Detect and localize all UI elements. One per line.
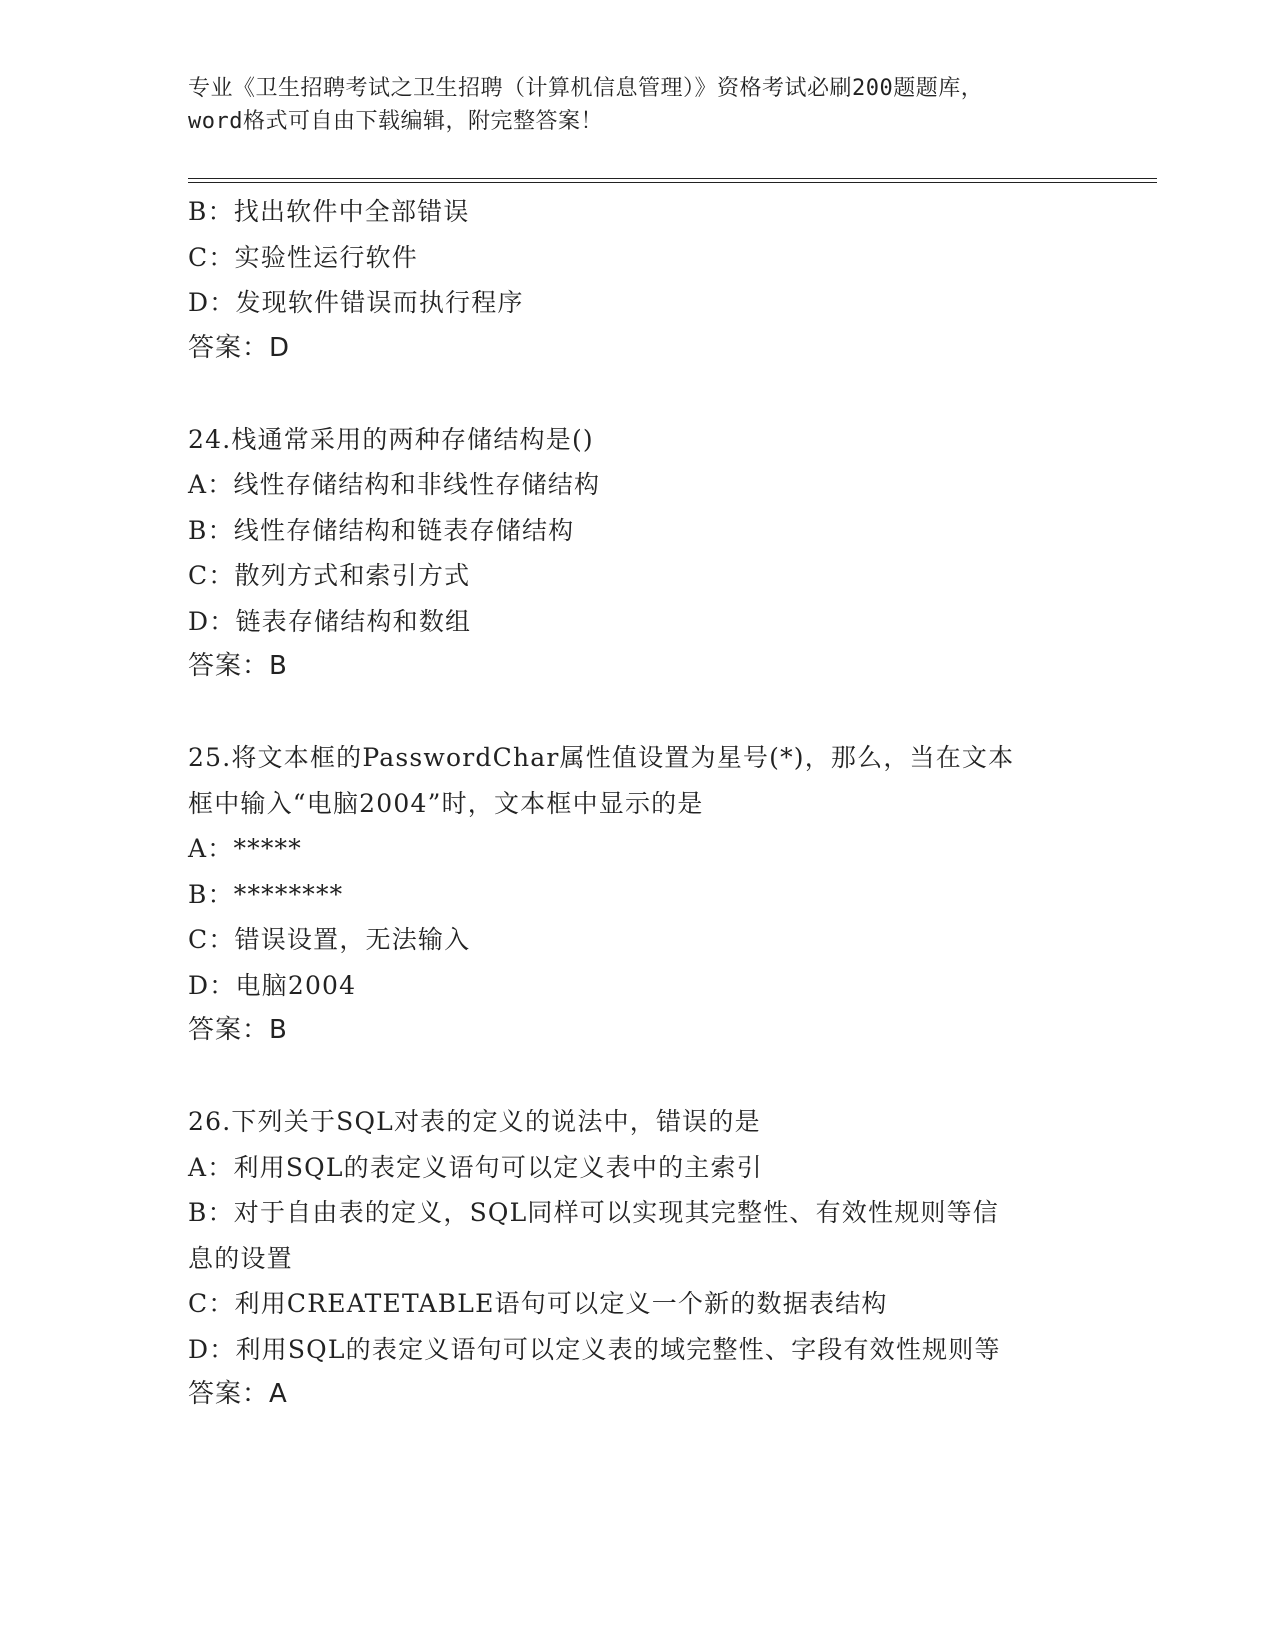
question-23-continued xyxy=(188,189,1088,371)
answer: 答案：B xyxy=(188,651,288,681)
option-c: C：利用CREATETABLE语句可以定义一个新的数据表结构 xyxy=(188,1289,888,1318)
question-24 xyxy=(188,417,1088,690)
document-header xyxy=(188,72,1088,138)
answer: 答案：B xyxy=(188,1015,288,1045)
header-rule-bottom xyxy=(188,182,1157,183)
answer: 答案：D xyxy=(188,332,291,363)
header-line-2: word格式可自由下载编辑，附完整答案！ xyxy=(188,109,603,134)
question-stem-continued: 框中输入“电脑2004”时，文本框中显示的是 xyxy=(188,788,704,818)
option-a: A：***** xyxy=(188,834,302,863)
answer: 答案：A xyxy=(188,1379,288,1409)
option-a: A：线性存储结构和非线性存储结构 xyxy=(188,470,601,499)
option-b: B：对于自由表的定义，SQL同样可以实现其完整性、有效性规则等信 xyxy=(188,1198,999,1227)
header-rule-top xyxy=(188,178,1157,179)
option-b-continued: 息的设置 xyxy=(188,1243,293,1273)
question-25 xyxy=(188,735,1088,1054)
option-d: D：发现软件错误而执行程序 xyxy=(188,288,524,317)
option-d: D：电脑2004 xyxy=(188,970,357,1000)
option-c: C：实验性运行软件 xyxy=(188,242,418,272)
question-26 xyxy=(188,1099,1088,1418)
option-b: B：******** xyxy=(188,879,344,909)
question-stem: 26.下列关于SQL对表的定义的说法中，错误的是 xyxy=(188,1107,761,1136)
option-d: D：利用SQL的表定义语句可以定义表的域完整性、字段有效性规则等 xyxy=(188,1334,1001,1364)
question-stem: 25.将文本框的PasswordChar属性值设置为星号(*)，那么，当在文本 xyxy=(188,743,1015,772)
option-c: C：散列方式和索引方式 xyxy=(188,561,471,590)
option-d: D：链表存储结构和数组 xyxy=(188,606,472,636)
option-c: C：错误设置，无法输入 xyxy=(188,925,471,954)
document-body xyxy=(188,189,1088,1418)
option-a: A：利用SQL的表定义语句可以定义表中的主索引 xyxy=(188,1152,763,1182)
option-b: B：找出软件中全部错误 xyxy=(188,197,470,226)
header-line-1: 专业《卫生招聘考试之卫生招聘（计算机信息管理）》资格考试必刷200题题库， xyxy=(188,76,984,101)
question-stem: 24.栈通常采用的两种存储结构是() xyxy=(188,424,594,454)
option-b: B：线性存储结构和链表存储结构 xyxy=(188,515,575,545)
